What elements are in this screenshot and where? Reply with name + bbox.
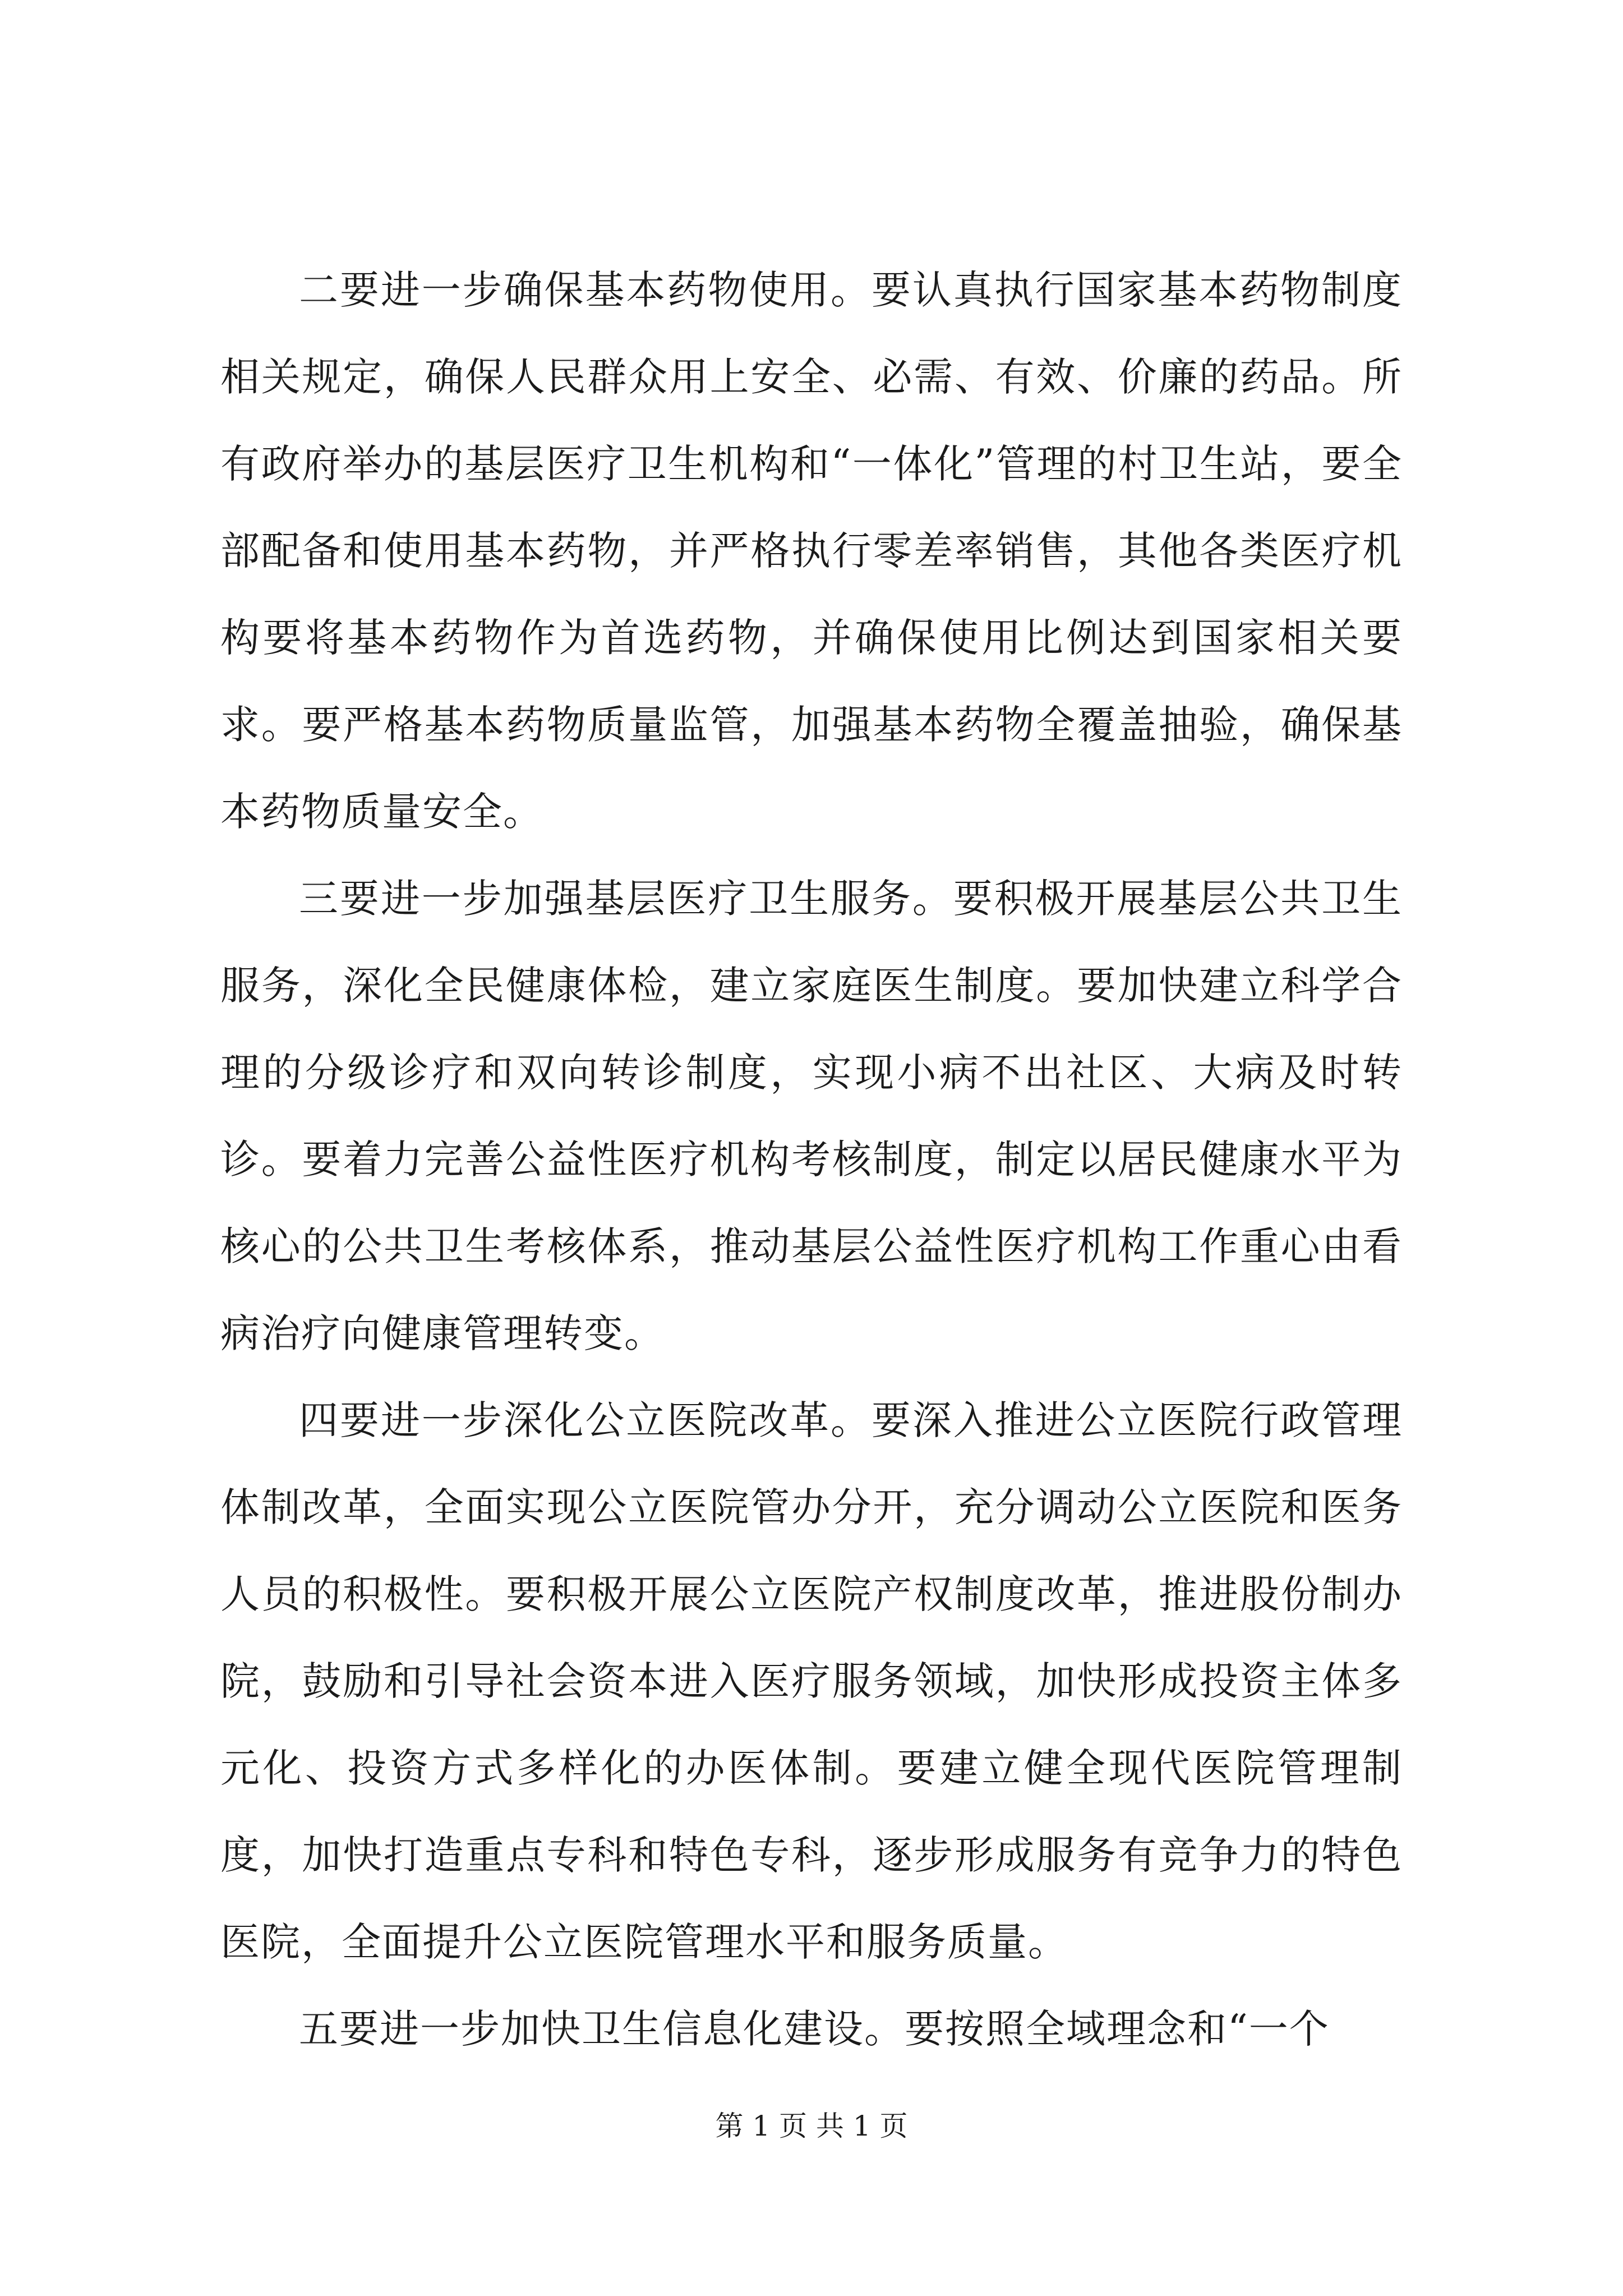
- page-footer: 第 1 页 共 1 页: [715, 2110, 908, 2142]
- paragraph-basic-drugs: 二要进一步确保基本药物使用。要认真执行国家基本药物制度相关规定，确保人民群众用上安全、必需、有效、价廉的药品。所有政府举办的基层医疗卫生机构和“一体化”管理的村卫生站，要全部配备和使用基本药物，并严格执行零差率销售，其他各类医疗机构要将基本药物作为首选药物，并确保使用比例达到国家相关要求。要严格基本药物质量监管，加强基本药物全覆盖抽验，确保基本药物质量安全。: [220, 267, 1403, 835]
- paragraph-health-informatization: 五要进一步加快卫生信息化建设。要按照全域理念和“一个: [299, 2006, 1330, 2052]
- paragraph-public-hospital-reform: 四要进一步深化公立医院改革。要深入推进公立医院行政管理体制改革，全面实现公立医院管办分开，充分调动公立医院和医务人员的积极性。要积极开展公立医院产权制度改革，推进股份制办院，鼓励和引导社会资本进入医疗服务领域，加快形成投资主体多元化、投资方式多样化的办医体制。要建立健全现代医院管理制度，加快打造重点专科和特色专科，逐步形成服务有竞争力的特色医院，全面提升公立医院管理水平和服务质量。: [220, 1397, 1403, 1965]
- document-body: [220, 247, 1403, 2073]
- paragraph-primary-care: 三要进一步加强基层医疗卫生服务。要积极开展基层公共卫生服务，深化全民健康体检，建立家庭医生制度。要加快建立科学合理的分级诊疗和双向转诊制度，实现小病不出社区、大病及时转诊。要着力完善公益性医疗机构考核制度，制定以居民健康水平为核心的公共卫生考核体系，推动基层公益性医疗机构工作重心由看病治疗向健康管理转变。: [220, 876, 1403, 1356]
